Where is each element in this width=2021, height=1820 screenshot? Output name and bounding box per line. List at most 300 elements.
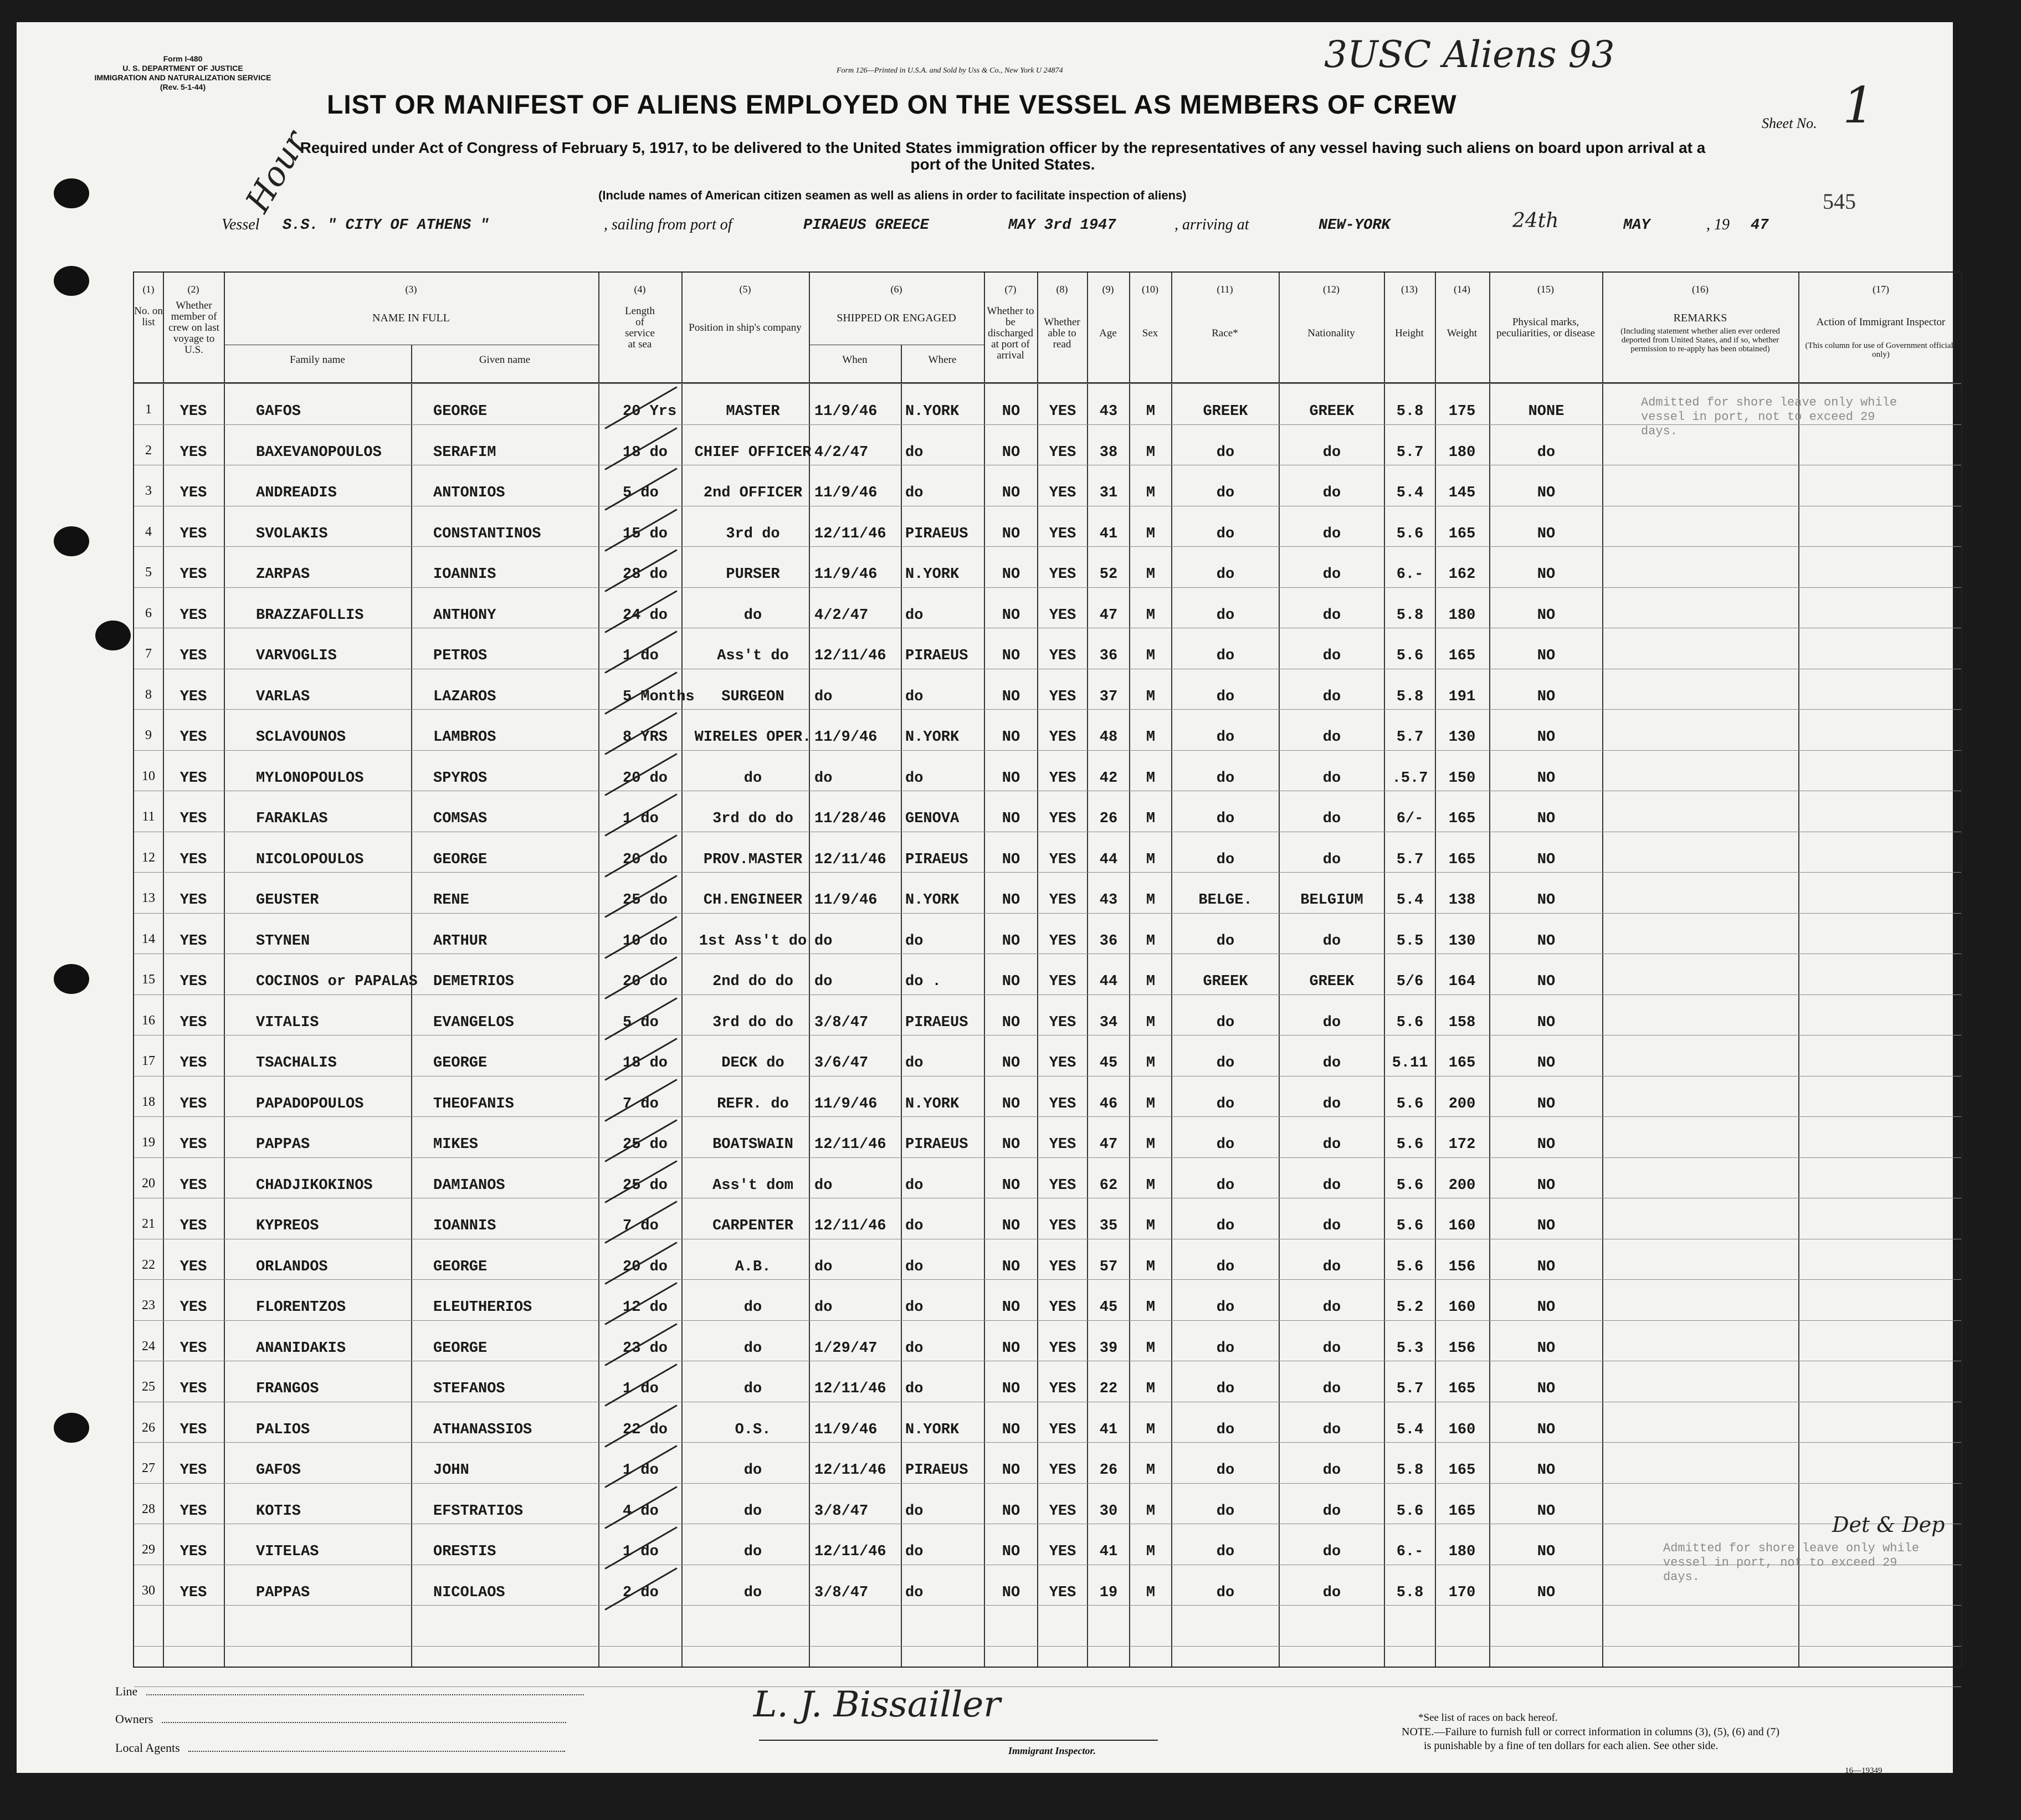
cell-when: do [814,1299,833,1316]
row-line [134,1442,1961,1443]
cell-service: 23 do [623,1340,668,1357]
cell-sex: M [1146,851,1156,868]
cell-weight: 138 [1448,892,1476,909]
col6a-header: When [842,354,868,366]
cell-family: BAXEVANOPOULOS [256,444,382,461]
cell-sex: M [1146,688,1156,705]
row-number: 23 [142,1298,155,1313]
cell-service: 18 do [623,444,668,461]
cell-height: 5.6 [1396,1503,1424,1520]
cell-when: 3/6/47 [814,1055,869,1072]
cell-where: PIRAEUS [905,1462,968,1479]
row-number: 5 [145,565,152,580]
cell-sex: M [1146,729,1156,746]
cell-when: 11/9/46 [814,566,878,583]
binder-hole [54,266,89,296]
sailing-port: PIRAEUS GREECE [803,217,929,234]
sheet-number: 1 [1843,76,1875,135]
cell-position: do [743,1381,762,1397]
cell-given: DEMETRIOS [433,973,514,990]
cell-given: IOANNIS [433,566,496,583]
cell-race: do [1216,1218,1235,1234]
cell-race: do [1216,1177,1235,1194]
cell-where: do [905,485,924,501]
binder-hole [54,178,89,208]
cell-height: 5.6 [1396,648,1424,664]
row-line [134,1483,1961,1484]
inspector-label: Immigrant Inspector. [1008,1745,1096,1756]
cell-nationality: do [1322,485,1341,501]
cell-sex: M [1146,1218,1156,1234]
row-line [134,913,1961,914]
cell-race: do [1216,566,1235,583]
cell-weight: 165 [1448,1381,1476,1397]
cell-read: YES [1049,1584,1076,1601]
cell-discharge: NO [1002,932,1020,950]
cell-given: STEFANOS [433,1381,505,1397]
cell-service: 1 do [623,811,659,827]
cell-nationality: GREEK [1309,403,1355,420]
cell-read: YES [1049,1381,1076,1397]
cell-age: 35 [1099,1218,1118,1234]
cell-prev: YES [179,485,207,501]
cell-given: ATHANASSIOS [433,1421,532,1438]
row-line [134,1605,1961,1606]
cell-service: 1 do [623,1462,659,1479]
row-number: 1 [145,402,152,417]
cell-when: do [814,1258,833,1275]
cell-read: YES [1049,1544,1076,1560]
col8-number: (8) [1056,284,1068,295]
cell-race: do [1216,1095,1235,1112]
cell-family: GAFOS [256,1462,301,1479]
col-divider [1798,273,1799,1667]
cell-marks: NO [1537,1095,1556,1112]
col12-header: Nationality [1307,327,1355,339]
cell-race: do [1216,811,1235,827]
cell-where: GENOVA [905,811,960,827]
cell-weight: 165 [1448,648,1476,664]
cell-prev: YES [179,403,207,420]
cell-given: RENE [433,892,469,909]
cell-when: do [814,973,833,990]
cell-weight: 130 [1448,932,1476,950]
cell-nationality: do [1322,729,1341,746]
cell-read: YES [1049,851,1076,868]
cell-position: do [743,1299,762,1316]
cell-weight: 165 [1448,811,1476,827]
cell-discharge: NO [1002,973,1020,990]
cell-family: PAPPAS [256,1584,310,1601]
agents-label: Local Agents [115,1741,180,1755]
cell-height: 5.6 [1396,1014,1424,1031]
cell-read: YES [1049,1055,1076,1072]
col4-header: Length of service at sea [625,305,655,350]
cell-read: YES [1049,892,1076,909]
cell-sex: M [1146,648,1156,664]
cell-marks: NO [1537,1299,1556,1316]
row-number: 26 [142,1420,155,1435]
row-number: 25 [142,1380,155,1394]
cell-weight: 200 [1448,1095,1476,1112]
cell-when: do [814,770,833,787]
cell-discharge: NO [1002,648,1020,664]
cell-discharge: NO [1002,1584,1020,1601]
cell-age: 43 [1099,892,1118,909]
col8-header: Whether able to read [1044,316,1080,350]
cell-given: GEORGE [433,1055,488,1072]
cell-race: do [1216,1055,1235,1072]
cell-service: 2 do [623,1584,659,1601]
cell-age: 38 [1099,444,1118,461]
cell-nationality: do [1322,525,1341,542]
cell-given: DAMIANOS [433,1177,505,1194]
cell-where: N.YORK [905,566,960,583]
cell-read: YES [1049,1421,1076,1438]
cell-discharge: NO [1002,485,1020,501]
cell-discharge: NO [1002,1258,1020,1275]
cell-prev: YES [179,1136,207,1153]
cell-discharge: NO [1002,403,1020,420]
cell-service: 25 do [623,1136,668,1153]
cell-where: do [905,444,924,461]
cell-where: N.YORK [905,1095,960,1112]
cell-where: N.YORK [905,729,960,746]
cell-weight: 170 [1448,1584,1476,1601]
cell-nationality: do [1322,1177,1341,1194]
cell-age: 31 [1099,485,1118,501]
cell-position: do [743,1462,762,1479]
cell-where: do [905,1503,924,1520]
subtitle-line2: port of the United States. [910,156,1095,173]
cell-given: GEORGE [433,1340,488,1357]
cell-service: 10 do [623,932,668,950]
cell-given: GEORGE [433,1258,488,1275]
cell-prev: YES [179,688,207,705]
owners-label: Owners [115,1712,153,1726]
cell-race: GREEK [1203,403,1248,420]
cell-discharge: NO [1002,688,1020,705]
row-number: 27 [142,1461,155,1475]
cell-age: 43 [1099,403,1118,420]
cell-position: 3rd do do [712,1014,793,1031]
penalty-note-line1: NOTE.—Failure to furnish full or correct information in columns (3), (5), (6) and (7) [1402,1726,1780,1738]
cell-sex: M [1146,1177,1156,1194]
cell-sex: M [1146,525,1156,542]
cell-marks: NO [1537,892,1556,909]
col-divider [1037,273,1038,1667]
cell-family: TSACHALIS [256,1055,337,1072]
row-number: 28 [142,1501,155,1516]
cell-race: do [1216,1421,1235,1438]
col5-number: (5) [739,284,751,295]
cell-race: do [1216,729,1235,746]
cell-nationality: do [1322,1381,1341,1397]
cell-prev: YES [179,932,207,950]
col6-header: SHIPPED OR ENGAGED [837,312,956,324]
form-note: (Include names of American citizen seamen as well as aliens in order to facilitate inspection of aliens) [598,188,1187,202]
cell-discharge: NO [1002,811,1020,827]
cell-family: ANDREADIS [256,485,337,501]
cell-service: 5 do [623,1014,659,1031]
cell-sex: M [1146,403,1156,420]
cell-nationality: do [1322,1136,1341,1153]
row-number: 10 [142,768,155,783]
sheet-number-label [1762,76,1875,140]
cell-given: ANTHONY [433,607,496,624]
row-line [134,1116,1961,1117]
cell-given: LAZAROS [433,688,496,705]
row-number: 15 [142,972,155,987]
col2-number: (2) [187,284,199,295]
cell-read: YES [1049,1299,1076,1316]
cell-marks: NO [1537,1055,1556,1072]
cell-race: do [1216,444,1235,461]
col17-subheader: (This column for use of Government officials only) [1805,341,1957,359]
binder-hole [95,621,131,650]
cell-where: do [905,1218,924,1234]
cell-marks: NONE [1528,403,1565,420]
row-line [134,1279,1961,1280]
row-line [134,546,1961,547]
cell-marks: NO [1537,1421,1556,1438]
cell-sex: M [1146,932,1156,950]
cell-weight: 200 [1448,1177,1476,1194]
row-number: 12 [142,850,155,865]
cell-age: 44 [1099,851,1118,868]
cell-sex: M [1146,1095,1156,1112]
cell-weight: 150 [1448,770,1476,787]
cell-prev: YES [179,1340,207,1357]
row-number: 11 [142,809,155,824]
cell-prev: YES [179,607,207,624]
cell-family: FARAKLAS [256,811,328,827]
cell-weight: 160 [1448,1218,1476,1234]
cell-height: 5.2 [1396,1299,1424,1316]
cell-height: 5.8 [1396,607,1424,624]
cell-race: do [1216,525,1235,542]
row-line [134,709,1961,710]
cell-position: A.B. [735,1258,771,1275]
races-note: *See list of races on back hereof. [1418,1712,1558,1724]
cell-age: 57 [1099,1258,1118,1275]
cell-discharge: NO [1002,1218,1020,1234]
cell-prev: YES [179,1258,207,1275]
cell-age: 36 [1099,932,1118,950]
signature-line [759,1740,1158,1741]
cell-when: 12/11/46 [814,851,886,868]
row-line [134,953,1961,954]
cell-height: 5.8 [1396,1584,1424,1601]
cell-when: do [814,1177,833,1194]
subtitle-line1: Required under Act of Congress of February 5, 1917, to be delivered to the United States immigration officer by the representatives of any vessel having such aliens on board upon arrival at a [300,139,1706,156]
cell-position: do [743,1544,762,1560]
cell-position: 3rd do [726,525,780,542]
cell-service: 7 do [623,1218,659,1234]
cell-read: YES [1049,1218,1076,1234]
cell-marks: NO [1537,1340,1556,1357]
cell-prev: YES [179,1503,207,1520]
printer-note: Form 126—Printed in U.S.A. and Sold by Uss & Co., New York U 24874 [837,66,1063,75]
cell-service: 5 do [623,485,659,501]
cell-read: YES [1049,1503,1076,1520]
cell-family: ZARPAS [256,566,310,583]
cell-service: 28 do [623,566,668,583]
cell-service: 25 do [623,892,668,909]
cell-given: EFSTRATIOS [433,1503,524,1520]
cell-height: 5.11 [1392,1055,1428,1072]
cell-marks: NO [1537,851,1556,868]
cell-height: 5.6 [1396,1136,1424,1153]
cell-when: 11/9/46 [814,1095,878,1112]
cell-sex: M [1146,1462,1156,1479]
row-number: 29 [142,1542,155,1557]
cell-sex: M [1146,566,1156,583]
cell-when: 11/9/46 [814,403,878,420]
cell-discharge: NO [1002,729,1020,746]
cell-given: GEORGE [433,403,488,420]
col13-number: (13) [1401,284,1418,295]
cell-race: do [1216,1258,1235,1275]
vessel-name: S.S. " CITY OF ATHENS " [283,217,489,234]
cell-prev: YES [179,525,207,542]
cell-age: 26 [1099,811,1118,827]
cell-family: KOTIS [256,1503,301,1520]
handwritten-reference: 3USC Aliens 93 [1324,33,1615,76]
row-number: 19 [142,1135,155,1150]
cell-where: do [905,1544,924,1560]
cell-nationality: do [1322,648,1341,664]
arrival-year-prefix: , 19 [1706,216,1730,233]
cell-marks: NO [1537,1462,1556,1479]
cell-when: 3/8/47 [814,1584,869,1601]
col-divider [1602,273,1603,1667]
cell-position: WIRELES OPER. [694,729,812,746]
cell-race: do [1216,1299,1235,1316]
cell-age: 26 [1099,1462,1118,1479]
cell-height: 5.8 [1396,688,1424,705]
cell-read: YES [1049,1014,1076,1031]
cell-read: YES [1049,973,1076,990]
cell-nationality: do [1322,1462,1341,1479]
cell-where: do [905,1258,924,1275]
cell-age: 62 [1099,1177,1118,1194]
cell-sex: M [1146,485,1156,501]
col13-header: Height [1395,327,1424,339]
form-number: Form I-480 [163,54,203,63]
cell-service: 1 do [623,1544,659,1560]
col16-subheader: (Including statement whether alien ever ordered deported from United States, and if so, whether permission to re-apply has been obtained) [1620,327,1780,353]
cell-discharge: NO [1002,1095,1020,1112]
cell-race: do [1216,1584,1235,1601]
cell-sex: M [1146,973,1156,990]
cell-position: MASTER [726,403,780,420]
cell-age: 52 [1099,566,1118,583]
cell-discharge: NO [1002,1177,1020,1194]
vessel-label: Vessel [222,216,260,233]
cell-sex: M [1146,1055,1156,1072]
row-number: 21 [142,1217,155,1231]
cell-sex: M [1146,811,1156,827]
cell-race: do [1216,851,1235,868]
cell-nationality: do [1322,607,1341,624]
cell-when: 11/9/46 [814,892,878,909]
cell-given: ELEUTHERIOS [433,1299,532,1316]
cell-where: do [905,1340,924,1357]
col17-number: (17) [1873,284,1889,295]
row-line [134,1320,1961,1321]
row-number: 17 [142,1054,155,1068]
cell-prev: YES [179,1095,207,1112]
cell-nationality: do [1322,811,1341,827]
cell-age: 37 [1099,688,1118,705]
cell-family: FLORENTZOS [256,1299,346,1316]
cell-weight: 191 [1448,688,1476,705]
penalty-note-line2: is punishable by a fine of ten dollars for each alien. See other side. [1424,1740,1719,1752]
cell-weight: 175 [1448,403,1476,420]
inspector-signature: L. J. Bissailler [753,1684,1001,1725]
cell-given: THEOFANIS [433,1095,514,1112]
col2-header: Whether member of crew on last voyage to U.S. [168,300,219,356]
cell-weight: 180 [1448,444,1476,461]
cell-weight: 145 [1448,485,1476,501]
cell-service: 22 do [623,1421,668,1438]
binder-hole [54,526,89,556]
cell-height: 5.3 [1396,1340,1424,1357]
cell-discharge: NO [1002,1014,1020,1031]
cell-race: do [1216,648,1235,664]
cell-read: YES [1049,525,1076,542]
cell-height: 5.6 [1396,525,1424,542]
cell-nationality: do [1322,1258,1341,1275]
cell-given: EVANGELOS [433,1014,514,1031]
cell-height: 5.6 [1396,1095,1424,1112]
col-divider [681,273,683,1667]
col17-header: Action of Immigrant Inspector [1816,316,1946,328]
cell-position: CHIEF OFFICER [694,444,812,461]
cell-family: BRAZZAFOLLIS [256,607,364,624]
cell-given: CONSTANTINOS [433,525,541,542]
cell-read: YES [1049,1136,1076,1153]
cell-service: 5 Months [623,688,695,705]
margin-handwriting: Hour [238,125,315,219]
cell-age: 42 [1099,770,1118,787]
cell-discharge: NO [1002,1544,1020,1560]
col-divider [1171,273,1172,1667]
cell-sex: M [1146,1503,1156,1520]
cell-where: N.YORK [905,1421,960,1438]
cell-given: SERAFIM [433,444,496,461]
cell-position: Ass't dom [712,1177,793,1194]
cell-where: do [905,932,924,950]
cell-nationality: do [1322,1544,1341,1560]
col3a-header: Family name [290,354,345,366]
cell-service: 20 do [623,1258,668,1275]
cell-given: PETROS [433,648,488,664]
cell-marks: NO [1537,607,1556,624]
cell-read: YES [1049,403,1076,420]
binder-hole [54,964,89,994]
cell-position: do [743,1340,762,1357]
cell-service: 20 do [623,770,668,787]
cell-given: ANTONIOS [433,485,505,501]
cell-height: 5.7 [1396,851,1424,868]
cell-prev: YES [179,892,207,909]
cell-nationality: do [1322,1503,1341,1520]
cell-nationality: do [1322,1340,1341,1357]
col-divider [224,273,225,1667]
cell-service: 8 YRS [623,729,668,746]
